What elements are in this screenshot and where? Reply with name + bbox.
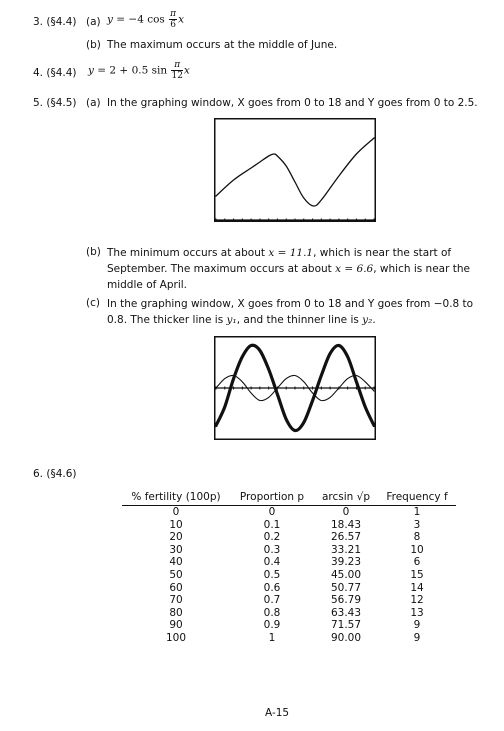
text-segment: In the graphing window, X goes from 0 to 18 and Y goes from −0.8 to 0.8. The thicker line is <box>107 298 474 326</box>
problem-5-label: 5. (§4.5) <box>33 97 77 109</box>
table-cell: 1 <box>413 506 421 518</box>
equation-rhs: = −4 cos <box>116 13 165 26</box>
table-row <box>122 531 456 544</box>
fraction-denominator: 6 <box>170 20 176 30</box>
math-value: y₁ <box>226 314 237 326</box>
table-cell: 1 <box>268 631 276 644</box>
fraction-denominator: 12 <box>171 71 183 81</box>
problem-5b-label: (b) <box>86 246 101 258</box>
fertility-table-wrapper <box>122 491 456 645</box>
text-segment: . <box>372 314 376 326</box>
table-cell: 0.5 <box>263 568 281 581</box>
equation-fraction <box>169 9 177 30</box>
problem-4-label: 4. (§4.4) <box>33 67 77 79</box>
column-header: % fertility (100p) <box>122 491 230 506</box>
table-cell: 50 <box>169 568 183 581</box>
table-cell: 80 <box>169 606 183 619</box>
table-cell: 0 <box>172 506 180 518</box>
table-cell: 26.57 <box>330 531 362 544</box>
text-segment: , and the thinner line is <box>236 314 363 326</box>
table-cell: 0.7 <box>263 594 281 607</box>
table-cell: 10 <box>169 518 183 531</box>
equation-fraction <box>171 60 182 81</box>
fraction-numerator: π <box>171 60 182 71</box>
column-header: arcsin √p <box>314 491 378 506</box>
table-cell: 63.43 <box>330 606 362 619</box>
table-row <box>122 607 456 620</box>
text-segment: , which is near the start of September. The maximum occurs at about <box>107 247 452 275</box>
table-cell: 45.00 <box>330 568 362 581</box>
fertility-table <box>122 491 456 645</box>
table-cell: 0.2 <box>263 531 281 544</box>
table-cell: 71.57 <box>330 619 362 632</box>
fraction-numerator: π <box>170 9 177 19</box>
text-segment: , which is near the middle of April. <box>107 263 470 291</box>
table-row <box>122 619 456 632</box>
math-value: y₂ <box>362 314 373 326</box>
table-cell: 0 <box>268 506 276 518</box>
table-row <box>122 569 456 582</box>
table-row <box>122 582 456 595</box>
table-row <box>122 506 456 519</box>
table-cell: 6 <box>413 556 421 569</box>
table-cell: 9 <box>413 619 421 632</box>
problem-4-equation <box>88 60 190 81</box>
text-segment: The minimum occurs at about <box>107 247 269 259</box>
column-header: Proportion p <box>230 491 314 506</box>
column-header: Frequency f <box>378 491 456 506</box>
table-cell: 90.00 <box>330 631 362 644</box>
table-cell: 8 <box>413 531 421 544</box>
table-cell: 0 <box>342 506 350 518</box>
table-cell: 100 <box>165 631 187 644</box>
graph-frame <box>215 119 376 222</box>
table-header-row <box>122 491 456 506</box>
table-cell: 0.4 <box>263 556 281 569</box>
graph-window-2 <box>214 336 376 440</box>
table-cell: 0.9 <box>263 619 281 632</box>
table-cell: 0.1 <box>263 518 281 531</box>
problem-3a-equation <box>107 9 184 30</box>
problem-3-label: 3. (§4.4) <box>33 16 77 28</box>
table-cell: 33.21 <box>330 543 362 556</box>
equation-lhs: y <box>107 13 113 26</box>
table-cell: 3 <box>413 518 421 531</box>
problem-3b-text: The maximum occurs at the middle of June. <box>107 39 338 51</box>
table-cell: 60 <box>169 581 183 594</box>
table-cell: 0.3 <box>263 543 281 556</box>
problem-5a-label: (a) <box>86 97 101 109</box>
table-cell: 12 <box>410 594 424 607</box>
math-value: x = 11.1 <box>268 247 314 259</box>
table-row <box>122 556 456 569</box>
equation-variable: x <box>178 13 185 26</box>
problem-5c-label: (c) <box>86 297 100 309</box>
math-value: x = 6.6 <box>335 263 374 275</box>
table-cell: 30 <box>169 543 183 556</box>
table-cell: 14 <box>410 581 424 594</box>
table-cell: 70 <box>169 594 183 607</box>
page-number: A-15 <box>265 707 290 719</box>
problem-5b-text <box>107 245 489 293</box>
table-cell: 13 <box>410 606 424 619</box>
table-cell: 15 <box>410 568 424 581</box>
table-cell: 20 <box>169 531 183 544</box>
table-cell: 0.6 <box>263 581 281 594</box>
equation-rhs: = 2 + 0.5 sin <box>97 64 168 77</box>
table-cell: 90 <box>169 619 183 632</box>
problem-5c-text <box>107 296 489 328</box>
table-cell: 39.23 <box>330 556 362 569</box>
table-cell: 56.79 <box>330 594 362 607</box>
table-cell: 0.8 <box>263 606 281 619</box>
table-row <box>122 519 456 532</box>
graph-window-1 <box>214 118 376 222</box>
problem-6-label: 6. (§4.6) <box>33 468 77 480</box>
problem-3b-label: (b) <box>86 39 101 51</box>
equation-lhs: y <box>88 64 94 77</box>
table-row <box>122 594 456 607</box>
equation-variable: x <box>183 64 190 77</box>
table-cell: 10 <box>410 543 424 556</box>
problem-3a-label: (a) <box>86 16 101 28</box>
table-row <box>122 544 456 557</box>
table-row <box>122 632 456 645</box>
table-cell: 9 <box>413 631 421 644</box>
table-cell: 50.77 <box>330 581 362 594</box>
problem-5a-text: In the graphing window, X goes from 0 to 18 and Y goes from 0 to 2.5. <box>107 97 478 109</box>
table-cell: 40 <box>169 556 183 569</box>
table-cell: 18.43 <box>330 518 362 531</box>
